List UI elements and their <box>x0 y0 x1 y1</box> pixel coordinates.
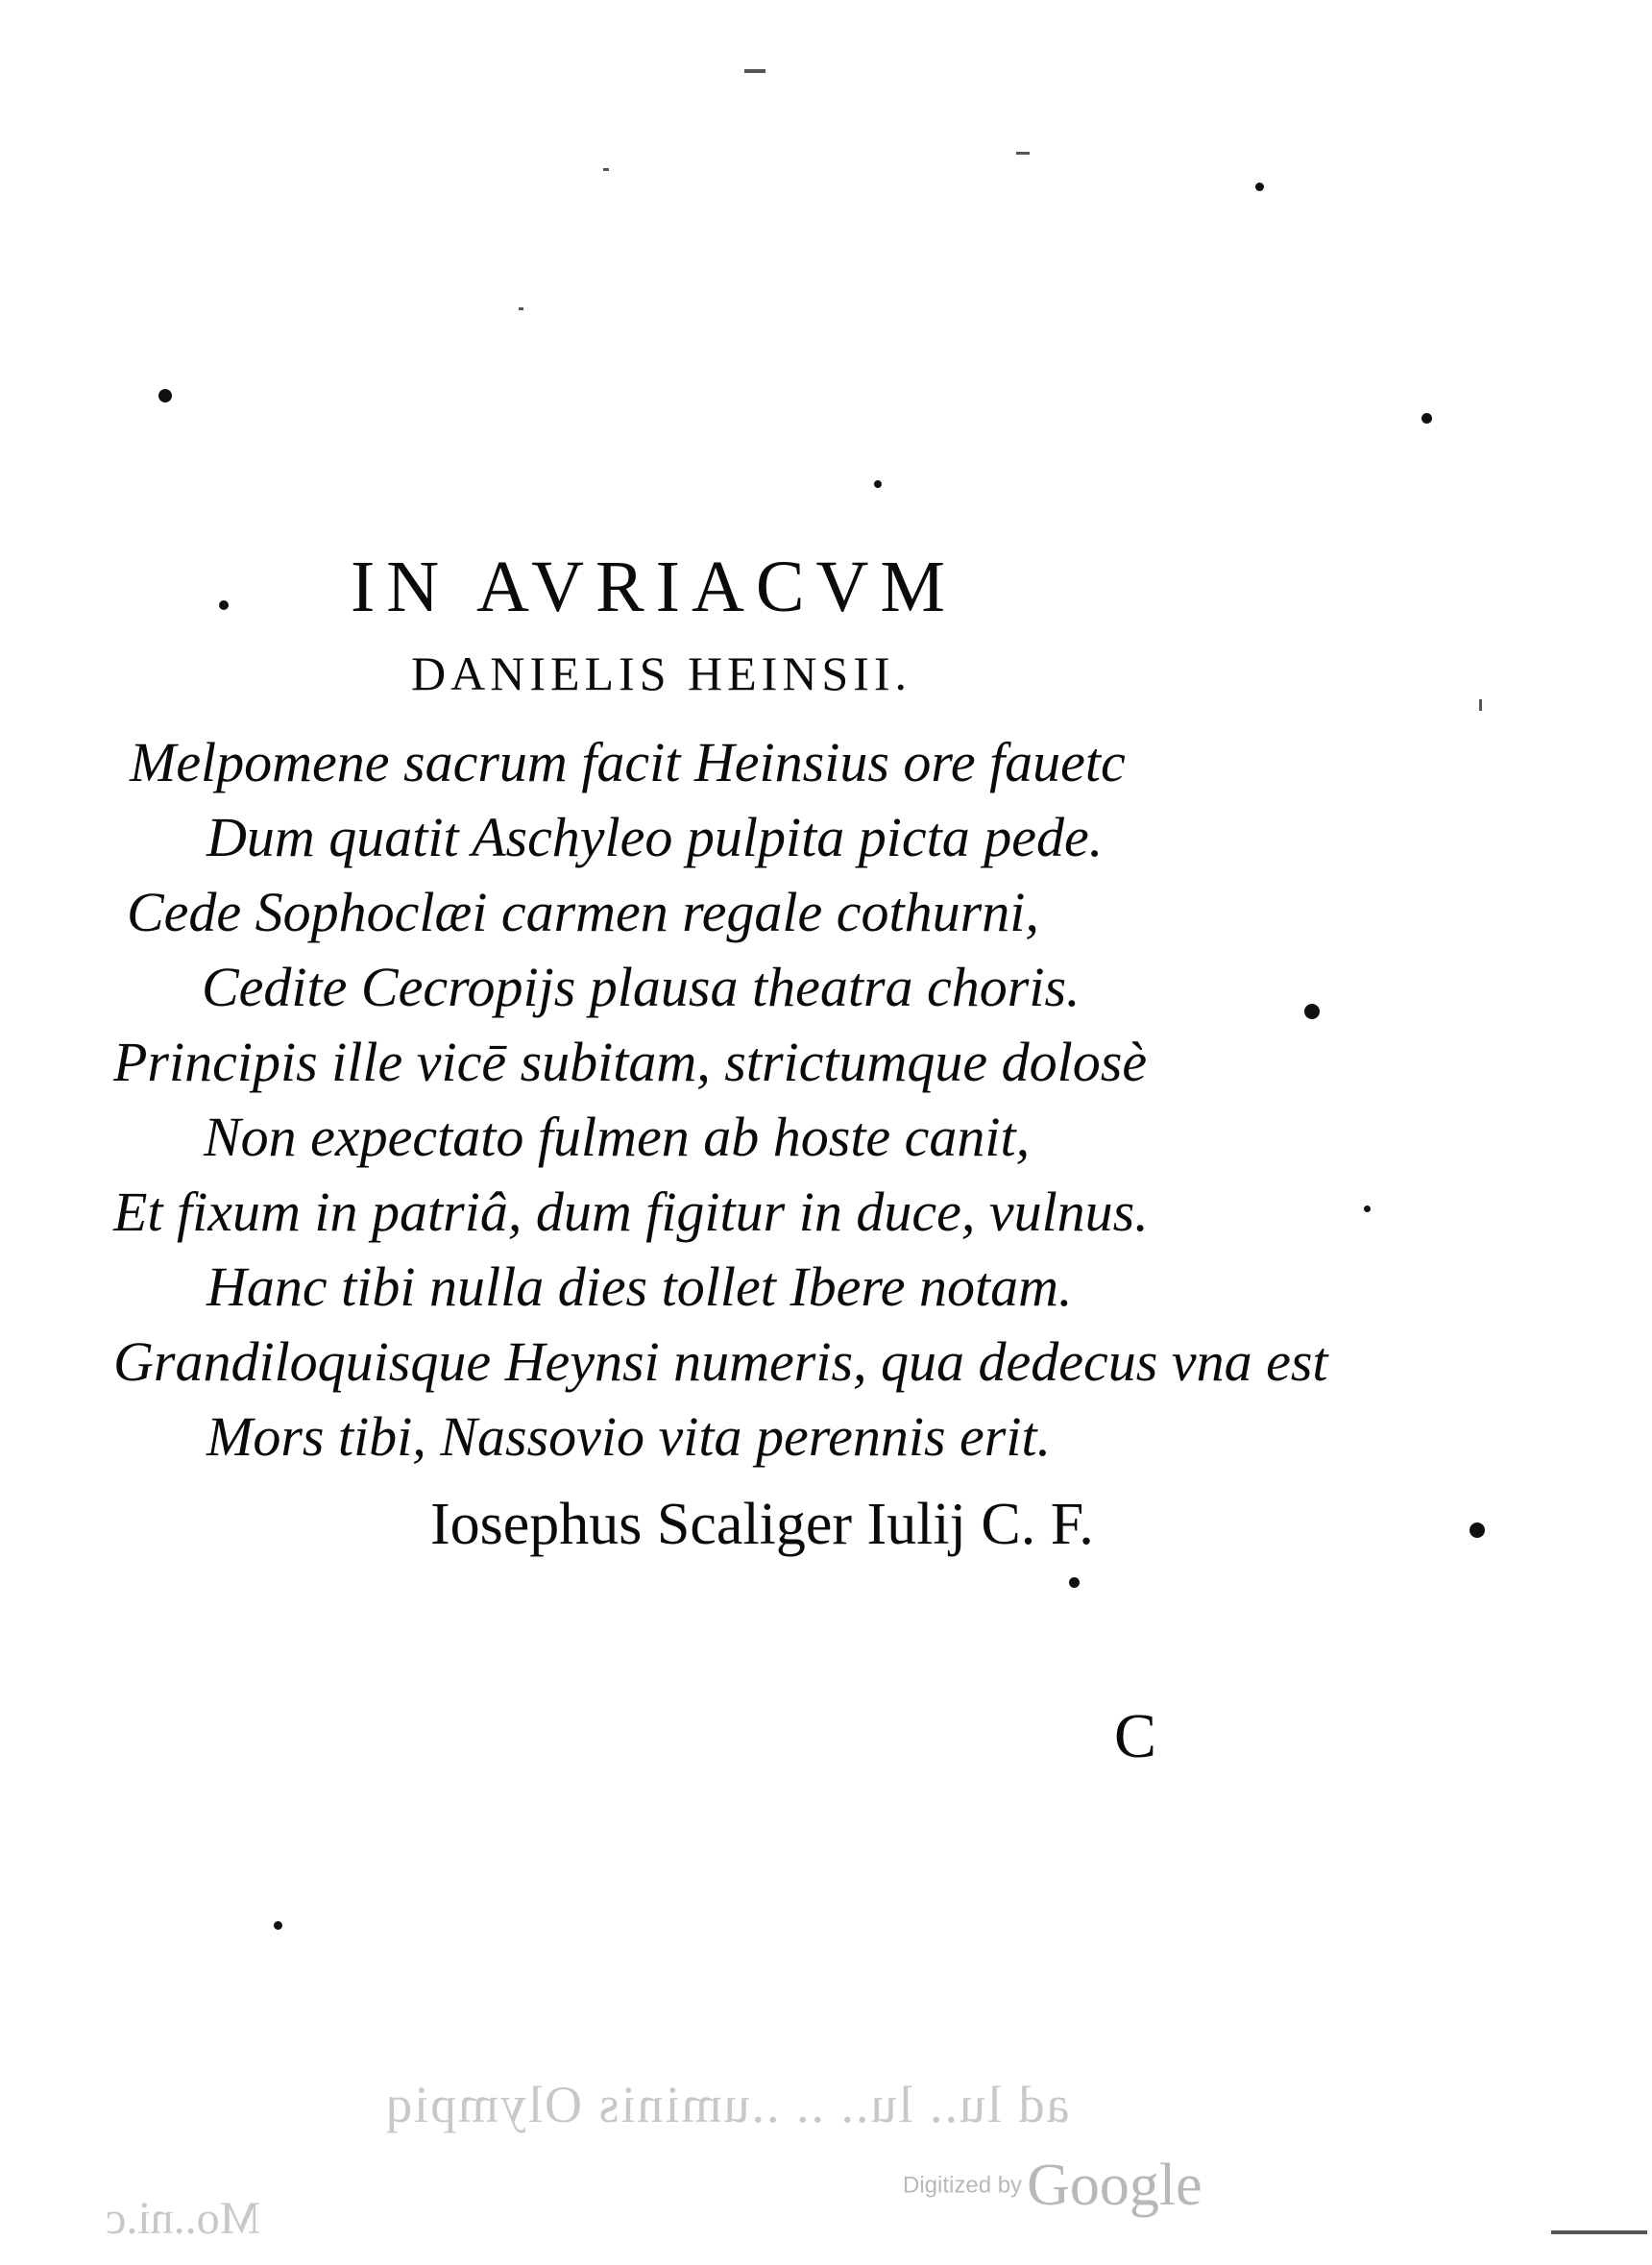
ink-speck <box>1016 152 1030 155</box>
poem-subheading: DANIELIS HEINSII. <box>411 646 912 700</box>
ink-dot <box>874 480 882 488</box>
verse-line: Non expectato fulmen ab hoste canit, <box>204 1106 1031 1168</box>
ink-speck <box>603 168 609 171</box>
verse-line: Mors tibi, Nassovio vita perennis erit. <box>206 1405 1052 1468</box>
verse-line: Dum quatit Aschyleo pulpita picta pede. <box>206 806 1104 868</box>
signature-line: Iosephus Scaliger Iulij C. F. <box>430 1492 1094 1557</box>
verse-line: Et fixum in patriâ, dum figitur in duce, vulnus. <box>113 1181 1149 1243</box>
ink-dot <box>1470 1522 1485 1538</box>
verse-line: Cedite Cecropijs plausa theatra choris. <box>202 956 1081 1018</box>
watermark-small-text: Digitized by <box>903 2172 1023 2199</box>
verse-line: Cede Sophoclæi carmen regale cothurni, <box>127 881 1039 943</box>
ink-dot <box>274 1921 282 1930</box>
ink-dot <box>1255 183 1264 191</box>
poem-heading: IN AVRIACVM <box>351 547 958 627</box>
verse-line: Melpomene sacrum facit Heinsius ore fauetc <box>130 731 1126 793</box>
ink-speck <box>1551 2230 1647 2234</box>
ink-dot <box>1069 1577 1080 1588</box>
verse-line: Grandiloquisque Heynsi numeris, qua dedecus vna est <box>113 1330 1328 1393</box>
google-watermark <box>903 2152 1203 2220</box>
verse-line: Hanc tibi nulla dies tollet Ibere notam. <box>206 1255 1073 1318</box>
bleed-through-text: ad lu.. lu.. .. ..uminis Olympiq <box>384 2076 1070 2133</box>
verse-line: Principis ille vicē subitam, strictumque dolosè <box>113 1031 1148 1093</box>
watermark-brand-text: Google <box>1027 2153 1203 2218</box>
ink-speck <box>519 307 523 310</box>
bleed-through-text-lower: Mo..ni.c <box>106 2193 261 2244</box>
ink-dot <box>219 600 229 610</box>
signature-mark: C <box>1114 1701 1157 1771</box>
ink-speck <box>744 69 765 73</box>
ink-dot <box>158 389 172 402</box>
ink-dot <box>1304 1004 1320 1019</box>
ink-dot <box>1421 413 1432 424</box>
ink-speck <box>1479 699 1482 711</box>
ink-dot <box>1364 1206 1371 1212</box>
